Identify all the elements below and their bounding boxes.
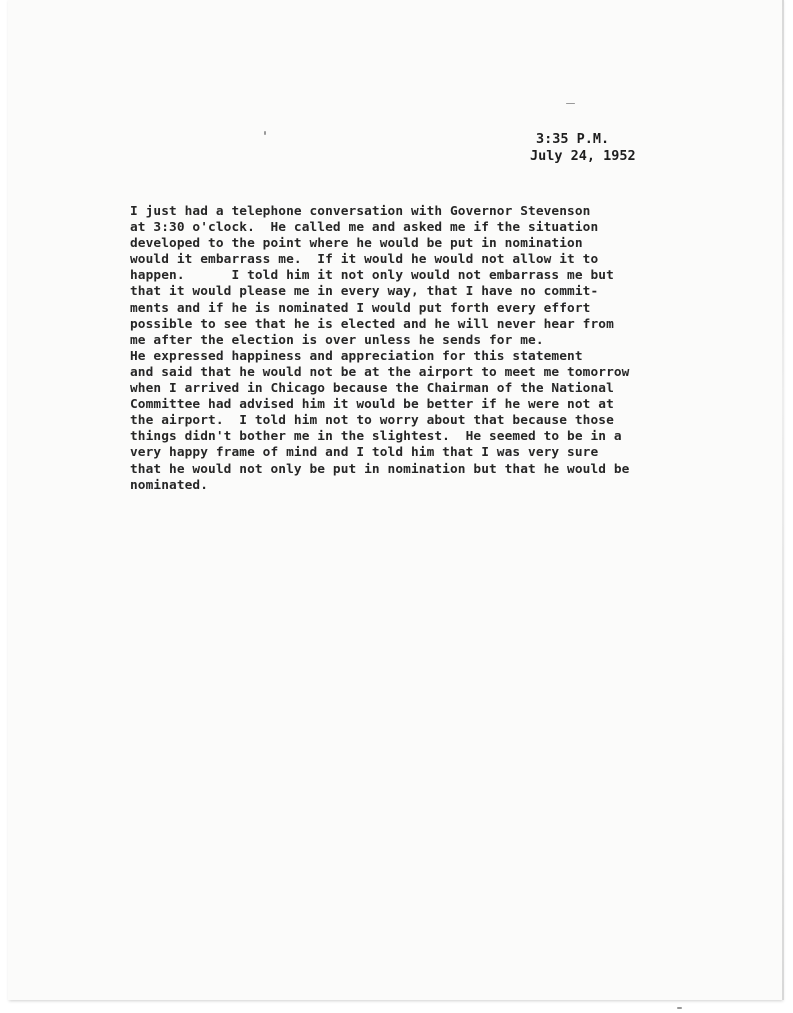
body-line: developed to the point where he would be put in nomination: [130, 236, 583, 252]
paper-speck: [264, 131, 266, 135]
paper-speck: [566, 103, 575, 104]
body-line: would it embarrass me. If it would he would not allow it to: [130, 252, 599, 268]
body-line: He expressed happiness and appreciation for this statement: [130, 348, 583, 364]
body-line: when I arrived in Chicago because the Chairman of the National: [130, 381, 614, 397]
body-line: very happy frame of mind and I told him that I was very sure: [130, 445, 599, 461]
paper-edge: [782, 0, 784, 1000]
memo-body: [130, 204, 650, 494]
paper-sheet: [8, 0, 782, 1000]
body-line: nominated.: [130, 477, 209, 493]
body-line: the airport. I told him not to worry about that because those: [130, 413, 614, 429]
body-line: ments and if he is nominated I would put forth every effort: [130, 300, 591, 316]
body-line: possible to see that he is elected and he will never hear from: [130, 316, 614, 332]
body-line: at 3:30 o'clock. He called me and asked me if the situation: [130, 220, 599, 236]
body-line: happen. I told him it not only would not embarrass me but: [130, 268, 614, 284]
body-line: I just had a telephone conversation with Governor Stevenson: [130, 204, 591, 219]
body-line: things didn't bother me in the slightest. He seemed to be in a: [130, 429, 622, 445]
body-line: me after the election is over unless he sends for me.: [130, 332, 544, 348]
memo-time: 3:35 P.M.: [536, 131, 610, 147]
body-line: that he would not only be put in nomination but that he would be: [130, 461, 630, 477]
memo-date: July 24, 1952: [530, 148, 636, 164]
paper-speck: [677, 1007, 682, 1009]
body-line: and said that he would not be at the airport to meet me tomorrow: [130, 364, 630, 380]
body-line: Committee had advised him it would be better if he were not at: [130, 397, 614, 413]
body-line: that it would please me in every way, that I have no commit-: [130, 284, 599, 300]
dateline: [530, 131, 636, 165]
